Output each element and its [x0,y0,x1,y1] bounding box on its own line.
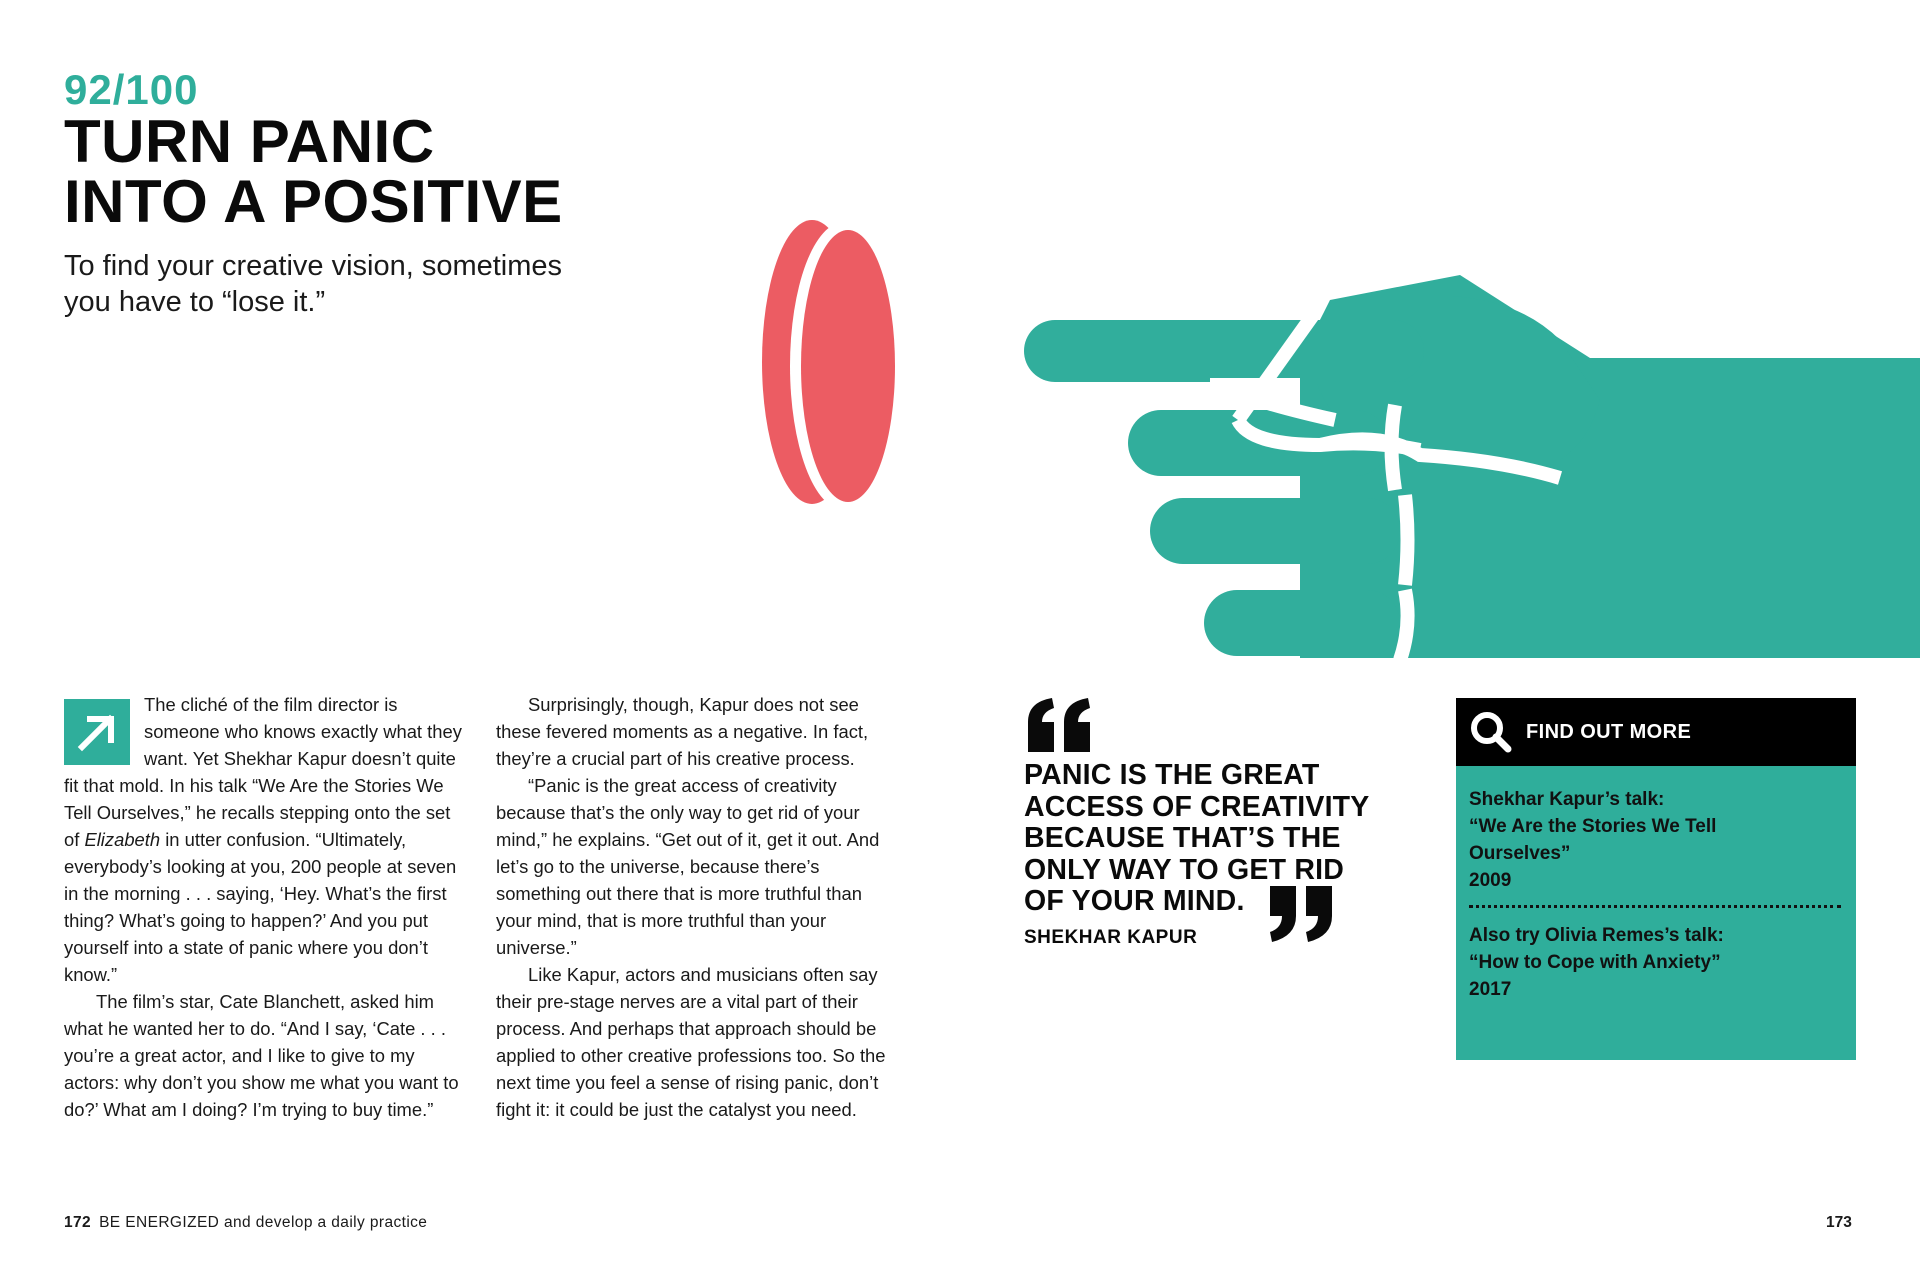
talk-1-line-1: Shekhar Kapur’s talk: [1469,789,1665,810]
subtitle-line-1: To find your creative vision, sometimes [64,250,563,282]
quote-author: SHEKHAR KAPUR [1024,927,1198,948]
talk-reference-kapur[interactable] [1469,786,1839,894]
left-page-number: 172 [64,1214,92,1231]
column2-paragraph-2: “Panic is the great access of creativity because that’s the only way to get rid of your mind,” he explains. “Get out of it, get it out. And let’s go to the universe, because there’s something out there that is more truthful than your mind, that is more truthful than your universe.” [496,775,880,958]
talk-1-line-2: “We Are the Stories We Tell [1469,816,1717,837]
magnifier-icon [1468,709,1514,755]
talk-2-line-1: Also try Olivia Remes’s talk: [1469,925,1724,946]
column1-paragraph-2: The film’s star, Cate Blanchett, asked him what he wanted her to do. “And I say, ‘Cate . . . you’re a great actor, and I like to give to my actors: why don’t you show me what you want to do?’ What am I doing? I’m trying to buy time.” [64,991,459,1120]
column2-paragraph-1: Surprisingly, though, Kapur does not see these fevered moments as a negative. In fact, they’re a crucial part of his creative process. [496,694,869,769]
quote-line-1: PANIC IS THE GREAT [1024,759,1320,791]
open-quote-icon [1024,698,1096,752]
find-out-more-header [1456,698,1856,766]
title-line-1: TURN PANIC [64,108,435,175]
column1-p1-text-b: in utter confusion. “Ultimately, everybody’s looking at you, 200 people at seven in the morning . . . saying, ‘Hey. What’s the first thing? What’s going to happen?’ And you put yourself into a state of panic where you don’t know.” [64,829,457,985]
footer-left [64,1214,427,1232]
arrow-up-right-icon [64,699,130,765]
dotted-divider [1469,905,1841,908]
quote-line-5: OF YOUR MIND. [1024,885,1245,917]
column2-paragraph-3: Like Kapur, actors and musicians often say their pre-stage nerves are a vital part of their process. And perhaps that approach should be applied to other creative professions too. So the next time you feel a sense of rising panic, don’t fight it: it could be just the catalyst you need. [496,964,886,1120]
talk-1-line-3: Ourselves” [1469,843,1571,864]
body-column-2 [496,691,901,1123]
title-line-2: INTO A POSITIVE [64,168,563,235]
red-button-illustration [762,220,898,510]
subtitle [64,248,664,320]
talk-2-line-2: “How to Cope with Anxiety” [1469,952,1721,973]
pull-quote [1024,760,1404,918]
quote-line-3: BECAUSE THAT’S THE [1024,822,1341,854]
quote-line-2: ACCESS OF CREATIVITY [1024,790,1370,823]
talk-2-year: 2017 [1469,979,1512,1000]
running-footer-text: BE ENERGIZED and develop a daily practice [99,1214,428,1231]
right-page-number: 173 [1826,1214,1852,1231]
article-counter: 92/100 [64,66,199,113]
subtitle-line-2: you have to “lose it.” [64,286,326,318]
talk-1-year: 2009 [1469,870,1512,891]
body-column-1 [64,691,466,1123]
film-title-elizabeth: Elizabeth [84,829,161,850]
find-out-more-heading: FIND OUT MORE [1526,720,1692,743]
column1-p1-text-a: The cliché of the film director is someone who knows exactly what they want. Yet Shekhar Kapur doesn’t quite fit that mold. In his talk “We Are the Stories We Tell Ourselves,” he recalls stepping onto the set of [64,694,462,850]
talk-reference-remes[interactable] [1469,922,1839,1003]
find-out-more-box [1456,698,1856,1060]
close-quote-icon [1264,886,1336,942]
page-title [64,108,684,235]
quote-line-4: ONLY WAY TO GET RID [1024,853,1345,886]
